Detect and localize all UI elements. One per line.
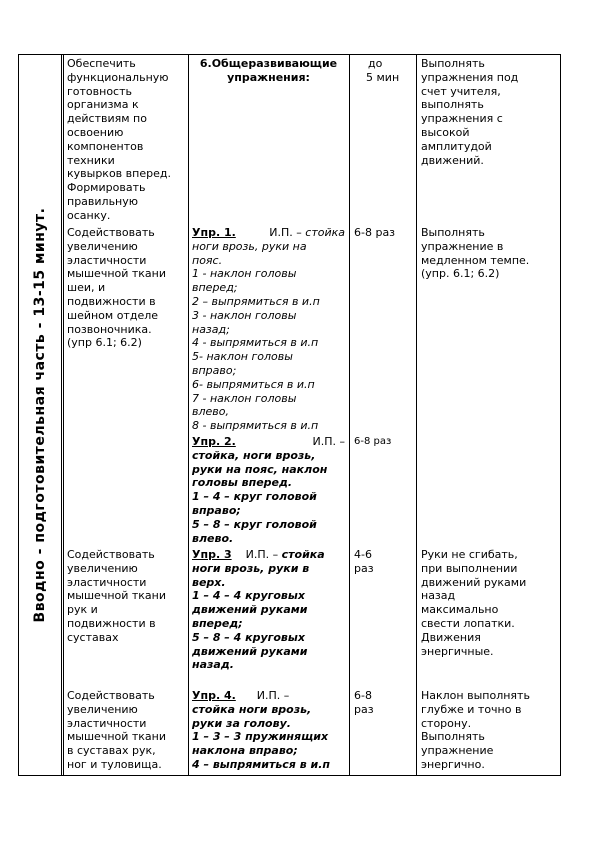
- exercise-line: влево.: [192, 531, 234, 545]
- goal-cell: [67, 548, 185, 645]
- note-line: глубже и точно в: [421, 702, 522, 716]
- note-line: энергично.: [421, 757, 485, 771]
- exercise-cell: [192, 548, 345, 672]
- exercise-line: 7 - наклон головы: [192, 391, 297, 405]
- exercise-label: Упр. 4.: [192, 689, 236, 702]
- exercise-section-title: 6.Общеразвивающие: [199, 57, 338, 70]
- column-divider: [63, 54, 64, 776]
- exercise-line: вперед;: [192, 281, 238, 295]
- goal-line: правильную: [67, 194, 139, 208]
- note-line: амплитудой: [421, 139, 492, 153]
- exercise-label: Упр. 3: [192, 548, 232, 561]
- note-line: счет учителя,: [421, 84, 501, 98]
- goal-line: мышечной ткани: [67, 730, 167, 744]
- goal-line: шейном отделе: [67, 308, 159, 322]
- goal-line: эластичности: [67, 716, 147, 730]
- exercise-cell: [192, 689, 345, 772]
- exercise-line: 4 – выпрямиться в и.п: [192, 757, 330, 771]
- note-cell: [421, 226, 553, 281]
- note-line: Наклон выполнять: [421, 689, 530, 702]
- exercise-line: головы вперед.: [192, 476, 293, 490]
- starting-position-label: И.П. –: [256, 689, 290, 702]
- goal-line: техники: [67, 153, 115, 167]
- note-line: максимально: [421, 603, 499, 617]
- dose-cell: [354, 226, 414, 240]
- column-divider: [416, 54, 417, 776]
- note-line: сторону.: [421, 716, 472, 730]
- exercise-line: 5 – 8 – круг головой: [192, 517, 317, 531]
- exercise-line: влево,: [192, 405, 229, 419]
- goal-line: подвижности в: [67, 294, 156, 308]
- exercise-line: пояс.: [192, 253, 223, 267]
- section-label: Вводно - подготовительная часть - 13-15 минут.: [31, 207, 48, 623]
- exercise-line: 1 – 3 – 3 пружинящих: [192, 730, 329, 744]
- note-line: назад: [421, 589, 456, 603]
- exercise-line: стойка ноги врозь,: [192, 702, 312, 716]
- goal-line: в суставах рук,: [67, 744, 156, 758]
- note-line: высокой: [421, 125, 470, 139]
- note-line: медленном темпе.: [421, 253, 530, 267]
- goal-line: рук и: [67, 603, 98, 617]
- goal-line: Содействовать: [67, 226, 155, 239]
- goal-cell: [67, 226, 185, 350]
- note-line: движений руками: [421, 575, 527, 589]
- note-line: (упр. 6.1; 6.2): [421, 267, 500, 281]
- exercise-heading: [192, 548, 345, 562]
- dose-line: раз: [354, 561, 374, 575]
- note-line: выполнять: [421, 98, 484, 112]
- goal-line: шеи, и: [67, 281, 106, 295]
- exercise-line: движений руками: [192, 603, 308, 617]
- note-line: Выполнять: [421, 57, 485, 70]
- exercise-header-cell: [192, 57, 345, 85]
- note-line: упражнения под: [421, 70, 519, 84]
- dose-line: 6-8 раз: [354, 436, 392, 447]
- goal-line: увеличению: [67, 561, 138, 575]
- goal-line: готовность: [67, 84, 132, 98]
- starting-position-label: И.П. –: [269, 226, 302, 239]
- goal-line: организма к: [67, 98, 139, 112]
- note-line: Руки не сгибать,: [421, 548, 518, 561]
- goal-line: подвижности в: [67, 616, 156, 630]
- starting-position-label: И.П. –: [245, 548, 279, 561]
- goal-line: суставах: [67, 630, 119, 644]
- dose-line: 6-8: [354, 689, 372, 702]
- exercise-cell: [192, 226, 345, 433]
- note-line: Движения: [421, 630, 481, 644]
- note-line: упражнения с: [421, 112, 503, 126]
- exercise-line: 3 - наклон головы: [192, 308, 297, 322]
- goal-cell: [67, 57, 185, 223]
- note-line: Выполнять: [421, 730, 485, 744]
- goal-line: действиям по: [67, 112, 147, 126]
- note-line: Выполнять: [421, 226, 485, 239]
- goal-line: эластичности: [67, 253, 147, 267]
- column-divider: [349, 54, 350, 776]
- exercise-line: вперед;: [192, 616, 243, 630]
- exercise-line: стойка, ноги врозь,: [192, 448, 316, 462]
- note-cell: [421, 57, 553, 167]
- goal-line: ног и туловища.: [67, 757, 162, 771]
- exercise-heading: [192, 226, 345, 240]
- exercise-line: 5- наклон головы: [192, 350, 293, 364]
- dose-line: 4-6: [354, 548, 372, 561]
- exercise-line: верх.: [192, 575, 226, 589]
- goal-line: позвоночника.: [67, 322, 152, 336]
- note-line: свести лопатки.: [421, 616, 515, 630]
- exercise-line: 4 - выпрямиться в и.п: [192, 336, 319, 350]
- goal-line: Обеспечить: [67, 57, 136, 70]
- exercise-heading: [192, 435, 345, 449]
- starting-position-label: И.П. –: [312, 435, 345, 448]
- note-line: упражнение в: [421, 239, 504, 253]
- exercise-line: 1 – 4 – круг головой: [192, 490, 317, 504]
- goal-line: мышечной ткани: [67, 589, 167, 603]
- exercise-line: стойка: [281, 548, 325, 561]
- exercise-label: Упр. 2.: [192, 435, 236, 448]
- exercise-line: ноги врозь, руки на: [192, 239, 307, 253]
- exercise-line: 1 - наклон головы: [192, 267, 297, 281]
- exercise-line: 5 – 8 – 4 круговых: [192, 630, 305, 644]
- exercise-line: наклона вправо;: [192, 744, 298, 758]
- exercise-line: руки за голову.: [192, 716, 291, 730]
- goal-line: увеличению: [67, 239, 138, 253]
- dose-cell: [354, 548, 414, 576]
- exercise-line: ноги врозь, руки в: [192, 561, 310, 575]
- exercise-cell: [192, 435, 345, 545]
- exercise-line: вправо;: [192, 363, 237, 377]
- exercise-line: вправо;: [192, 503, 241, 517]
- goal-line: мышечной ткани: [67, 267, 167, 281]
- goal-line: компонентов: [67, 139, 144, 153]
- goal-cell: [67, 689, 185, 772]
- section-label-cell: [18, 54, 61, 776]
- dose-cell: [354, 435, 414, 449]
- exercise-line: 1 – 4 – 4 круговых: [192, 589, 305, 603]
- goal-line: Содействовать: [67, 689, 155, 702]
- exercise-line: назад;: [192, 322, 230, 336]
- column-divider: [61, 54, 62, 776]
- exercise-line: 2 – выпрямиться в и.п: [192, 294, 320, 308]
- exercise-section-title: упражнения:: [227, 70, 310, 84]
- goal-line: кувырков вперед.: [67, 167, 171, 181]
- goal-line: осанку.: [67, 208, 111, 222]
- note-line: движений.: [421, 153, 484, 167]
- goal-line: увеличению: [67, 702, 138, 716]
- goal-line: (упр 6.1; 6.2): [67, 336, 142, 350]
- goal-line: эластичности: [67, 575, 147, 589]
- exercise-line: назад.: [192, 658, 234, 672]
- goal-line: функциональную: [67, 70, 169, 84]
- dose-line: 5 мин: [366, 70, 400, 84]
- dose-line: 6-8 раз: [354, 226, 396, 239]
- exercise-line: 8 - выпрямиться в и.п: [192, 419, 319, 433]
- dose-cell: [354, 57, 426, 85]
- exercise-line: 6- выпрямиться в и.п: [192, 377, 315, 391]
- dose-line: раз: [354, 702, 374, 716]
- exercise-line: руки на пояс, наклон: [192, 462, 328, 476]
- note-cell: [421, 689, 553, 772]
- note-line: при выполнении: [421, 561, 518, 575]
- dose-line: до: [368, 57, 383, 70]
- goal-line: освоению: [67, 125, 124, 139]
- note-cell: [421, 548, 553, 658]
- note-line: энергичные.: [421, 644, 494, 658]
- exercise-label: Упр. 1.: [192, 226, 236, 239]
- note-line: упражнение: [421, 744, 494, 758]
- exercise-line: стойка: [305, 226, 345, 239]
- goal-line: Содействовать: [67, 548, 155, 561]
- dose-cell: [354, 689, 414, 717]
- exercise-line: движений руками: [192, 644, 308, 658]
- exercise-heading: [192, 689, 345, 703]
- goal-line: Формировать: [67, 181, 146, 195]
- column-divider: [188, 54, 189, 776]
